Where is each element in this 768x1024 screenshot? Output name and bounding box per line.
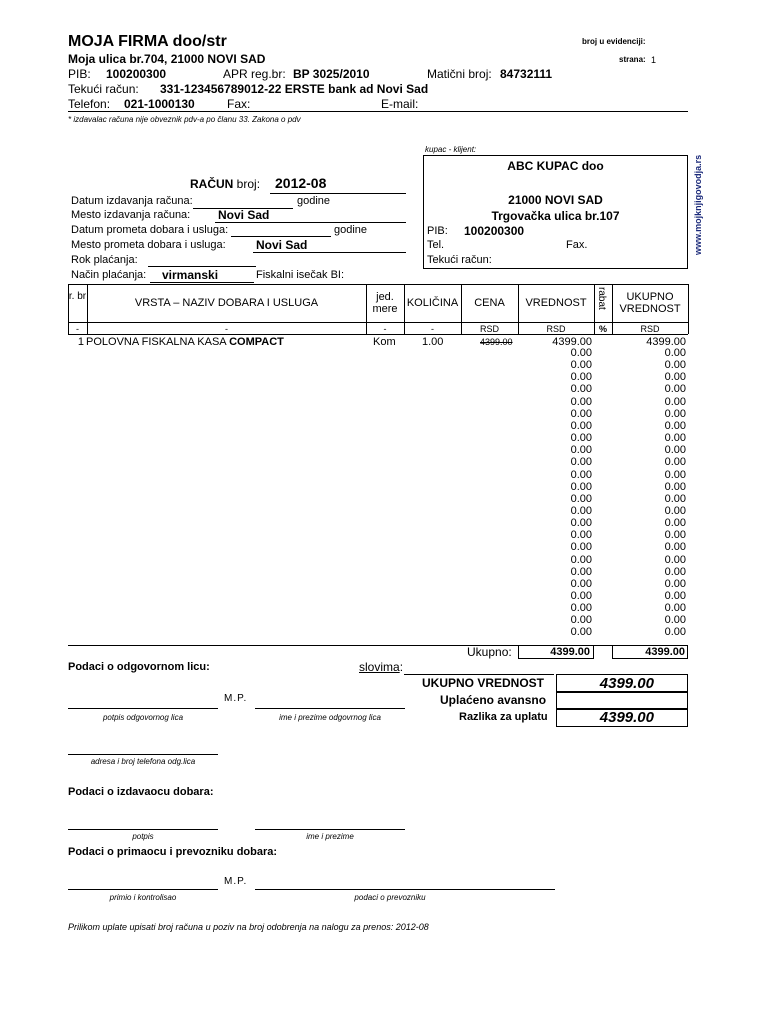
client-header-label: kupac - klijent: [425, 145, 477, 154]
zero-cell: 0.00 [664, 347, 686, 359]
client-pib: 100200300 [464, 224, 525, 238]
zero-cell: 0.00 [664, 566, 686, 578]
zero-cell: 0.00 [664, 396, 686, 408]
zero-cell: 0.00 [664, 383, 686, 395]
zero-cell: 0.00 [664, 554, 686, 566]
zero-cell: 0.00 [664, 469, 686, 481]
page-number: 1 [651, 55, 657, 65]
zero-cell: 0.00 [570, 505, 592, 517]
mp-stamp-2: M.P. [224, 876, 248, 887]
diff-label: Razlika za uplatu [459, 711, 548, 723]
zero-cell: 0.00 [570, 554, 592, 566]
zero-cell: 0.00 [570, 456, 592, 468]
sig-issuer: potpis [132, 832, 154, 841]
zero-cell: 0.00 [570, 347, 592, 359]
summary-diff: 4399.00 [599, 709, 654, 726]
client-fax-label: Fax. [566, 239, 588, 251]
zero-cell: 0.00 [664, 529, 686, 541]
company-address: Moja ulica br.704, 21000 NOVI SAD [68, 52, 266, 66]
zero-cell: 0.00 [664, 481, 686, 493]
godine-1: godine [297, 195, 331, 207]
advance-label: Uplaćeno avansno [440, 693, 547, 707]
zero-cell: 0.00 [570, 481, 592, 493]
payment-label: Način plaćanja: [71, 269, 147, 281]
zero-cell: 0.00 [664, 590, 686, 602]
footer-note: Prilikom uplate upisati broj računa u poziv na broj odobrenja na nalogu za prenos: 2012-08 [68, 922, 429, 932]
total-label: Ukupno: [467, 645, 512, 659]
zero-cell: 0.00 [570, 432, 592, 444]
col-value: VREDNOST [525, 297, 587, 309]
site-watermark: www.mojknjigovodja.rs [693, 154, 703, 255]
issuer-title: Podaci o izdavaocu dobara: [68, 786, 214, 798]
received-label: primio i kontrolisao [109, 893, 177, 902]
zero-cell: 0.00 [570, 420, 592, 432]
zero-cell: 0.00 [664, 408, 686, 420]
total-value: 4399.00 [550, 646, 590, 658]
zero-cell: 0.00 [570, 493, 592, 505]
total-value-label: UKUPNO VREDNOST [422, 676, 545, 690]
zero-cell: 0.00 [570, 444, 592, 456]
zero-cell: 0.00 [570, 396, 592, 408]
item-price: 4399.00 [480, 337, 513, 347]
company-phone: 021-1000130 [124, 97, 195, 111]
company-mb: 84732111 [500, 67, 553, 81]
zero-cell: 0.00 [664, 541, 686, 553]
responsible-title: Podaci o odgovornom licu: [68, 661, 210, 673]
delivery-date-label: Datum prometa dobara i usluga: [71, 224, 229, 236]
zero-cell: 0.00 [664, 359, 686, 371]
total-total: 4399.00 [645, 646, 685, 658]
payment-method: virmanski [162, 268, 219, 282]
vat-note: * izdavalac računa nije obveznik pdv-a po članu 33. Zakona o pdv [68, 115, 301, 124]
company-email-label: E-mail: [381, 97, 419, 111]
zero-cell: 0.00 [570, 626, 592, 638]
company-account: 331-123456789012-22 ERSTE bank ad Novi Sad [160, 82, 429, 96]
company-apr: BP 3025/2010 [293, 67, 370, 81]
summary-total: 4399.00 [599, 675, 654, 692]
name-issuer: ime i prezime [306, 832, 354, 841]
company-account-label: Tekući račun: [68, 82, 139, 96]
zero-cell: 0.00 [570, 614, 592, 626]
client-name: ABC KUPAC doo [507, 159, 604, 173]
zero-cell: 0.00 [570, 408, 592, 420]
receipt-label: Fiskalni isečak BI: [256, 269, 345, 281]
slovima-label: slovima: [359, 660, 404, 674]
zero-cell: 0.00 [570, 383, 592, 395]
col-total: UKUPNO VREDNOST [619, 291, 681, 315]
zero-cell: 0.00 [664, 626, 686, 638]
delivery-place-label: Mesto prometa dobara i usluga: [71, 239, 226, 251]
page-label: strana: [619, 55, 646, 64]
zero-cell: 0.00 [570, 602, 592, 614]
invoice-title: RAČUN broj: [190, 177, 261, 191]
sig-responsible: potpis odgovornog lica [102, 713, 184, 722]
zero-cell: 0.00 [570, 578, 592, 590]
zero-cell: 0.00 [570, 529, 592, 541]
company-fax-label: Fax: [227, 97, 251, 111]
zero-cell: 0.00 [664, 517, 686, 529]
company-pib: 100200300 [106, 67, 167, 81]
due-label: Rok plaćanja: [71, 254, 138, 266]
invoice-number: 2012-08 [275, 175, 327, 191]
zero-cell: 0.00 [570, 541, 592, 553]
col-unit: jed. mere [372, 291, 398, 315]
godine-2: godine [334, 224, 368, 236]
zero-cell: 0.00 [570, 371, 592, 383]
receiver-title: Podaci o primaocu i prevozniku dobara: [68, 846, 278, 858]
zero-cell: 0.00 [664, 614, 686, 626]
col-qty: KOLIČINA [406, 297, 459, 309]
zero-cell: 0.00 [570, 517, 592, 529]
item-description: POLOVNA FISKALNA KASA COMPACT [86, 336, 284, 348]
zero-cell: 0.00 [664, 505, 686, 517]
issue-place-label: Mesto izdavanja računa: [71, 209, 191, 221]
zero-cell: 0.00 [664, 493, 686, 505]
zero-cell: 0.00 [570, 566, 592, 578]
zero-cell: 0.00 [570, 469, 592, 481]
company-apr-label: APR reg.br: [223, 67, 286, 81]
zero-cell: 0.00 [664, 578, 686, 590]
zero-cell: 0.00 [664, 444, 686, 456]
company-pib-label: PIB: [68, 67, 91, 81]
col-price: CENA [474, 297, 505, 309]
col-desc: VRSTA – NAZIV DOBARA I USLUGA [134, 297, 319, 309]
col-discount: rabat [596, 287, 607, 310]
col-rbr: r. br [68, 291, 87, 302]
company-name: MOJA FIRMA doo/str [68, 33, 227, 50]
client-pib-label: PIB: [427, 225, 448, 237]
delivery-place: Novi Sad [256, 238, 308, 252]
zero-cell: 0.00 [570, 359, 592, 371]
client-tel-label: Tel. [427, 239, 445, 251]
carrier-label: podaci o prevozniku [354, 893, 426, 902]
issue-place: Novi Sad [218, 208, 270, 222]
company-mb-label: Matični broj: [427, 67, 492, 81]
client-account-label: Tekući račun: [427, 254, 492, 266]
zero-cell: 0.00 [664, 371, 686, 383]
name-responsible: ime i prezime odgovrnog lica [279, 713, 381, 722]
evidence-label: broj u evidenciji: [582, 37, 646, 46]
client-street: Trgovačka ulica br.107 [491, 209, 620, 223]
zero-cell: 0.00 [664, 456, 686, 468]
client-city: 21000 NOVI SAD [508, 193, 603, 207]
zero-cell: 0.00 [664, 602, 686, 614]
zero-cell: 0.00 [570, 590, 592, 602]
mp-stamp-1: M.P. [224, 693, 248, 704]
zero-cell: 0.00 [664, 432, 686, 444]
zero-cell: 0.00 [664, 420, 686, 432]
company-phone-label: Telefon: [68, 97, 111, 111]
issue-date-label: Datum izdavanja računa: [71, 195, 193, 207]
address-responsible: adresa i broj telefona odg.lica [90, 757, 196, 766]
